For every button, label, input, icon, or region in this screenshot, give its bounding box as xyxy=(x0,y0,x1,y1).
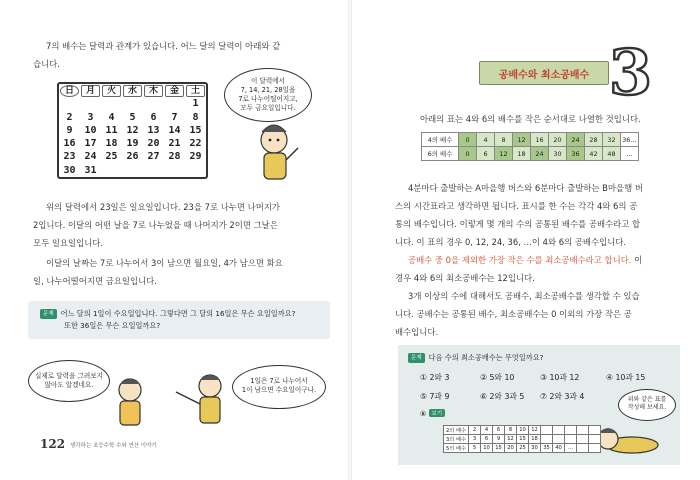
option-4: ④ 10과 15 xyxy=(606,373,646,382)
multiples-cell: 6 xyxy=(477,147,495,161)
calendar-header-row xyxy=(59,84,206,97)
calendar-weekday: 日 xyxy=(60,85,79,97)
calendar-day: 11 xyxy=(105,124,118,136)
calendar-weekday: 金 xyxy=(165,85,184,97)
calendar-day: 8 xyxy=(192,111,199,123)
hint-cell xyxy=(553,435,565,444)
kid-pointing-illustration xyxy=(172,372,232,432)
para2-line-2: 2입니다. 이달의 어떤 날을 7로 나누었을 때 나머지가 2이면 그날은 xyxy=(33,220,278,230)
calendar-week-row xyxy=(59,164,206,177)
section-title-banner xyxy=(479,61,609,85)
calendar-day xyxy=(80,97,101,110)
option-3: ③ 10과 12 xyxy=(540,373,580,382)
hint-row xyxy=(444,444,601,453)
calendar-day: 29 xyxy=(189,151,202,163)
calendar-weekday: 火 xyxy=(102,85,121,97)
speech-bubble-calendar xyxy=(224,68,312,122)
calendar-weekday: 月 xyxy=(81,85,100,97)
bubble-line: 1이 남으면 수요일이구나. xyxy=(241,386,317,394)
hint-cell: 20 xyxy=(505,444,517,453)
after-line-1: 경우 4와 6의 최소공배수는 12입니다. xyxy=(395,273,535,283)
hint-row xyxy=(444,435,601,444)
hint-cell: 5 xyxy=(469,444,481,453)
example-tag: 보기 xyxy=(429,409,446,417)
main-line-1: 4분마다 출발하는 A마을행 버스와 6분마다 출발하는 B마을행 버 xyxy=(408,183,643,193)
hint-cell: 3 xyxy=(469,435,481,444)
calendar-day: 10 xyxy=(84,124,97,136)
hint-cell xyxy=(553,426,565,435)
bubble-line: 7, 14, 21, 28일을 xyxy=(240,86,296,94)
calendar-weekday: 土 xyxy=(186,85,205,97)
calendar-day: 26 xyxy=(126,151,139,163)
bubble-line: 위와 같은 표를 xyxy=(627,396,667,403)
multiples-cell: 20 xyxy=(549,133,567,147)
hint-cell: 6 xyxy=(493,426,505,435)
calendar-day: 31 xyxy=(84,164,97,176)
kid-left-illustration xyxy=(108,376,153,431)
calendar-day: 16 xyxy=(63,138,76,150)
calendar-day: 12 xyxy=(126,124,139,136)
hint-cell: 15 xyxy=(493,444,505,453)
hint-cell: 6 xyxy=(481,435,493,444)
calendar-day: 4 xyxy=(108,111,115,123)
hint-cell: … xyxy=(565,444,577,453)
bubble-line: 1일은 7로 나누어서 xyxy=(250,377,308,385)
calendar-week-row xyxy=(59,137,206,150)
main-line-2: 스의 시간표라고 생각하면 됩니다. 표시를 한 수는 각각 4와 6의 공 xyxy=(395,201,638,211)
option-6: ⑥ 2와 3과 5 xyxy=(480,392,525,401)
exercise-text: 다음 수의 최소공배수는 무엇일까요? xyxy=(428,353,544,362)
calendar-day xyxy=(122,164,143,177)
definition-tail: 이 xyxy=(631,255,643,265)
calendar-day: 19 xyxy=(126,138,139,150)
calendar-weekday: 水 xyxy=(123,85,142,97)
calendar-day: 9 xyxy=(66,124,73,136)
hint-row-label: 3의 배수 xyxy=(444,435,469,444)
hint-cell: 8 xyxy=(505,426,517,435)
calendar-day: 27 xyxy=(147,151,160,163)
hint-row-label: 2의 배수 xyxy=(444,426,469,435)
example-row xyxy=(420,409,449,418)
thinking-kid-illustration xyxy=(250,118,310,188)
definition-text: 공배수 중 0을 제외한 가장 작은 수를 최소공배수라고 합니다. xyxy=(408,255,632,265)
question-tag: 문제 xyxy=(40,309,57,319)
calendar-week-row xyxy=(59,124,206,137)
calendar-day: 14 xyxy=(168,124,181,136)
hint-cell: 2 xyxy=(469,426,481,435)
multiples-cell: 30 xyxy=(549,147,567,161)
hint-cell: 15 xyxy=(517,435,529,444)
multiples-cell: 0 xyxy=(459,133,477,147)
calendar-day: 2 xyxy=(66,111,73,123)
multiples-cell: 48 xyxy=(603,147,621,161)
hint-cell: 40 xyxy=(553,444,565,453)
option-5: ⑤ 7과 9 xyxy=(420,392,450,401)
multiples-cell: 42 xyxy=(585,147,603,161)
calendar-day xyxy=(185,164,206,177)
calendar-day xyxy=(101,97,122,110)
calendar-day xyxy=(143,164,164,177)
calendar-day: 6 xyxy=(150,111,157,123)
calendar-day: 30 xyxy=(63,164,76,176)
hint-cell: 9 xyxy=(493,435,505,444)
calendar-week-row xyxy=(59,97,206,110)
speech-bubble-right xyxy=(232,365,326,409)
section-number: 3 xyxy=(609,36,653,109)
hint-cell: 18 xyxy=(529,435,541,444)
hint-cell xyxy=(577,426,589,435)
calendar-day: 15 xyxy=(189,124,202,136)
hint-cell xyxy=(577,444,589,453)
hint-cell xyxy=(589,435,601,444)
calendar-week-row xyxy=(59,111,206,124)
page-number: 122 xyxy=(40,437,66,451)
hint-cell: 12 xyxy=(505,435,517,444)
multiples-cell: 36… xyxy=(621,133,639,147)
calendar-week-row xyxy=(59,150,206,163)
calendar-day: 5 xyxy=(129,111,136,123)
hint-cell: 35 xyxy=(541,444,553,453)
table-intro: 아래의 표는 4와 6의 배수를 작은 순서대로 나열한 것입니다. xyxy=(420,114,641,124)
hint-cell xyxy=(565,426,577,435)
calendar-day: 25 xyxy=(105,151,118,163)
hint-cell xyxy=(589,426,601,435)
hint-cell xyxy=(541,426,553,435)
hint-row xyxy=(444,426,601,435)
hint-cell xyxy=(541,435,553,444)
book-gutter xyxy=(348,0,352,480)
calendar-day: 18 xyxy=(105,138,118,150)
calendar-day xyxy=(122,97,143,110)
page-footer: 생각하는 초등수학 수와 연산 이야기 xyxy=(70,443,157,449)
calendar-day xyxy=(101,164,122,177)
exercise-tag: 문제 xyxy=(408,353,425,363)
multiples-row xyxy=(422,147,639,161)
speech-bubble-left xyxy=(28,360,110,402)
definition-line xyxy=(408,252,642,269)
hint-cell xyxy=(589,444,601,453)
para2-line-1: 위의 달력에서 23일은 일요일입니다. 23을 7로 나누면 나머지가 xyxy=(46,202,281,212)
multiples-cell: 18 xyxy=(513,147,531,161)
option-1: ① 2와 3 xyxy=(420,373,450,382)
hint-cell xyxy=(565,435,577,444)
calendar-day: 28 xyxy=(168,151,181,163)
after-line-4: 배수입니다. xyxy=(395,327,439,337)
multiples-cell: 24 xyxy=(567,133,585,147)
exercise-title xyxy=(408,353,543,363)
calendar-weekday: 木 xyxy=(144,85,163,97)
hint-cell: 12 xyxy=(529,426,541,435)
multiples-row-label: 6의 배수 xyxy=(422,147,459,161)
multiples-cell: 32 xyxy=(603,133,621,147)
calendar-day: 23 xyxy=(63,151,76,163)
main-line-4: 니다. 이 표의 경우 0, 12, 24, 36, …이 4와 6의 공배수입니다. xyxy=(395,237,627,247)
bubble-line: 작성해 보세요. xyxy=(627,404,667,411)
multiples-table xyxy=(421,132,639,161)
example-number: ⑧ xyxy=(420,410,427,418)
multiples-row-label: 4의 배수 xyxy=(422,133,459,147)
after-line-2: 3개 이상의 수에 대해서도 공배수, 최소공배수를 생각할 수 있습 xyxy=(408,291,640,301)
hint-cell: 4 xyxy=(481,426,493,435)
multiples-cell: … xyxy=(621,147,639,161)
calendar xyxy=(57,82,208,179)
calendar-day: 21 xyxy=(168,138,181,150)
hint-table xyxy=(443,425,601,453)
multiples-cell: 4 xyxy=(477,133,495,147)
lying-kid-illustration xyxy=(594,419,664,459)
calendar-day: 13 xyxy=(147,124,160,136)
question-line-2: 또한 36일은 무슨 요일일까요? xyxy=(64,321,161,330)
option-7: ⑦ 2와 3과 4 xyxy=(540,392,585,401)
calendar-day xyxy=(164,164,185,177)
bubble-line: 7로 나누어떨어지고, xyxy=(238,95,298,103)
bubble-line: 모두 금요일입니다. xyxy=(240,104,296,112)
bubble-line: 실제로 달력을 그려보지 xyxy=(35,372,103,380)
main-line-3: 통의 배수입니다. 이렇게 몇 개의 수의 공통된 배수를 공배수라고 합 xyxy=(395,219,641,229)
calendar-day: 17 xyxy=(84,138,97,150)
section-title: 공배수와 최소공배수 xyxy=(498,70,590,81)
hint-cell: 10 xyxy=(517,426,529,435)
speech-bubble-hint xyxy=(618,389,676,421)
multiples-cell: 12 xyxy=(495,147,513,161)
multiples-cell: 8 xyxy=(495,133,513,147)
bubble-line: 않아도 알겠네요. xyxy=(44,381,94,389)
para3-line-1: 이달의 날짜는 7로 나누어서 3이 남으면 월요일, 4가 남으면 화요 xyxy=(46,258,283,268)
para2-line-3: 모두 일요일입니다. xyxy=(33,238,104,248)
multiples-cell: 36 xyxy=(567,147,585,161)
intro-line-1: 7의 배수는 달력과 관계가 있습니다. 어느 달의 달력이 아래와 같 xyxy=(46,41,281,51)
bubble-line: 이 달력에서 xyxy=(251,77,285,85)
hint-cell: 30 xyxy=(529,444,541,453)
para3-line-2: 일, 나누어떨어지면 금요일입니다. xyxy=(33,276,157,286)
hint-cell: 10 xyxy=(481,444,493,453)
calendar-day xyxy=(143,97,164,110)
multiples-row xyxy=(422,133,639,147)
calendar-day: 3 xyxy=(87,111,94,123)
calendar-day: 7 xyxy=(171,111,178,123)
calendar-day: 22 xyxy=(189,138,202,150)
multiples-cell: 24 xyxy=(531,147,549,161)
question-text: 어느 달의 1일이 수요일입니다. 그렇다면 그 달의 16일은 무슨 요일일까요? xyxy=(60,309,296,318)
hint-cell xyxy=(577,435,589,444)
calendar-day xyxy=(164,97,185,110)
question-box xyxy=(28,301,330,339)
question-line-1 xyxy=(40,309,295,319)
option-2: ② 5와 10 xyxy=(480,373,515,382)
multiples-cell: 0 xyxy=(459,147,477,161)
after-line-3: 니다. 공배수는 공통된 배수, 최소공배수는 0 이외의 가장 작은 공 xyxy=(395,309,632,319)
intro-line-2: 습니다. xyxy=(33,59,60,69)
multiples-cell: 16 xyxy=(531,133,549,147)
calendar-day: 24 xyxy=(84,151,97,163)
multiples-cell: 12 xyxy=(513,133,531,147)
hint-cell: 25 xyxy=(517,444,529,453)
multiples-cell: 28 xyxy=(585,133,603,147)
calendar-day: 1 xyxy=(192,98,199,110)
calendar-day: 20 xyxy=(147,138,160,150)
calendar-day xyxy=(59,97,80,110)
hint-row-label: 5의 배수 xyxy=(444,444,469,453)
